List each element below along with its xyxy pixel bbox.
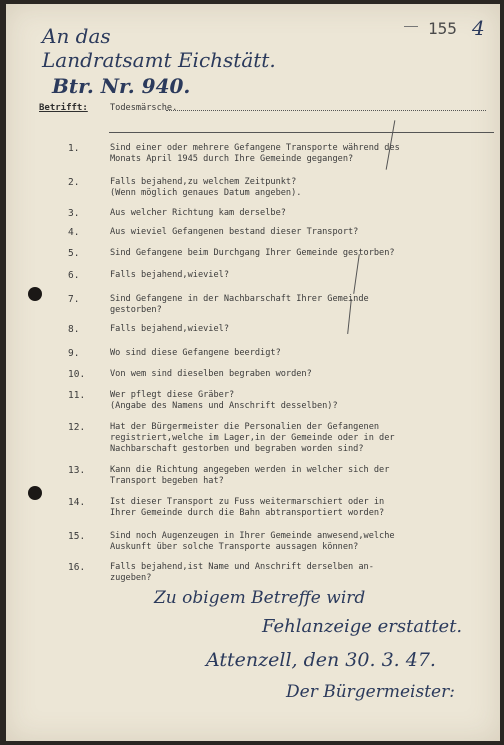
question-line: Kann die Richtung angegeben werden in welcher sich der [110, 465, 390, 475]
pencil-mark [353, 254, 360, 294]
question-line: Aus wieviel Gefangenen bestand dieser Transport? [110, 227, 359, 237]
header-reference: Btr. Nr. 940. [52, 74, 191, 98]
question-line: Transport begeben hat? [110, 476, 224, 486]
header-recipient: An das [42, 24, 111, 48]
dotted-rule [166, 110, 486, 111]
question-number: 10. [68, 369, 86, 380]
reply-signature: Der Bürgermeister: [286, 682, 455, 702]
dash-mark [404, 26, 418, 27]
solid-rule [109, 132, 494, 133]
question-number: 2. [68, 177, 80, 188]
question-line: Sind noch Augenzeugen in Ihrer Gemeinde anwesend,welche [110, 531, 395, 541]
question-number: 4. [68, 227, 80, 238]
question-line: (Angabe des Namens und Anschrift desselben)? [110, 401, 338, 411]
question-line: Von wem sind dieselben begraben worden? [110, 369, 312, 379]
question-number: 3. [68, 208, 80, 219]
question-line: Falls bejahend,wieviel? [110, 324, 229, 334]
question-number: 9. [68, 348, 80, 359]
question-line: Wer pflegt diese Gräber? [110, 390, 235, 400]
reply-line-2: Fehlanzeige erstattet. [262, 616, 463, 637]
question-line: (Wenn möglich genaues Datum angeben). [110, 188, 302, 198]
question-line: Ist dieser Transport zu Fuss weitermarschiert oder in [110, 497, 385, 507]
reply-place-date: Attenzell, den 30. 3. 47. [206, 649, 436, 671]
question-line: Nachbarschaft gestorben und begraben worden sind? [110, 444, 364, 454]
question-line: Aus welcher Richtung kam derselbe? [110, 208, 286, 218]
question-line: Sind einer oder mehrere Gefangene Transporte während des [110, 143, 400, 153]
question-number: 16. [68, 562, 86, 573]
question-line: Hat der Bürgermeister die Personalien der Gefangenen [110, 422, 380, 432]
question-number: 14. [68, 497, 86, 508]
betreff-text: Todesmärsche. [110, 103, 178, 113]
page-number-handwritten: 4 [472, 16, 485, 40]
question-number: 15. [68, 531, 86, 542]
page-number: 155 [428, 19, 457, 38]
question-number: 6. [68, 270, 80, 281]
question-line: Wo sind diese Gefangene beerdigt? [110, 348, 281, 358]
betreff-label: Betrifft: [39, 103, 88, 113]
question-line: gestorben? [110, 305, 162, 315]
question-number: 5. [68, 248, 80, 259]
question-line: Falls bejahend,wieviel? [110, 270, 229, 280]
question-number: 1. [68, 143, 80, 154]
question-line: Auskunft über solche Transporte aussagen können? [110, 542, 359, 552]
question-line: Sind Gefangene in der Nachbarschaft Ihrer Gemeinde [110, 294, 369, 304]
question-number: 7. [68, 294, 80, 305]
punch-hole [28, 486, 42, 500]
question-number: 12. [68, 422, 86, 433]
question-line: Falls bejahend,ist Name und Anschrift derselben an- [110, 562, 374, 572]
question-line: Falls bejahend,zu welchem Zeitpunkt? [110, 177, 297, 187]
reply-line-1: Zu obigem Betreffe wird [154, 588, 366, 608]
question-line: Sind Gefangene beim Durchgang Ihrer Gemeinde gestorben? [110, 248, 395, 258]
question-line: zugeben? [110, 573, 152, 583]
punch-hole [28, 287, 42, 301]
question-line: Monats April 1945 durch Ihre Gemeinde gegangen? [110, 154, 354, 164]
question-number: 13. [68, 465, 86, 476]
question-line: registriert,welche im Lager,in der Gemeinde oder in der [110, 433, 395, 443]
question-number: 8. [68, 324, 80, 335]
document-page [6, 4, 500, 741]
header-office: Landratsamt Eichstätt. [42, 48, 276, 72]
question-number: 11. [68, 390, 86, 401]
question-line: Ihrer Gemeinde durch die Bahn abtransportiert worden? [110, 508, 385, 518]
